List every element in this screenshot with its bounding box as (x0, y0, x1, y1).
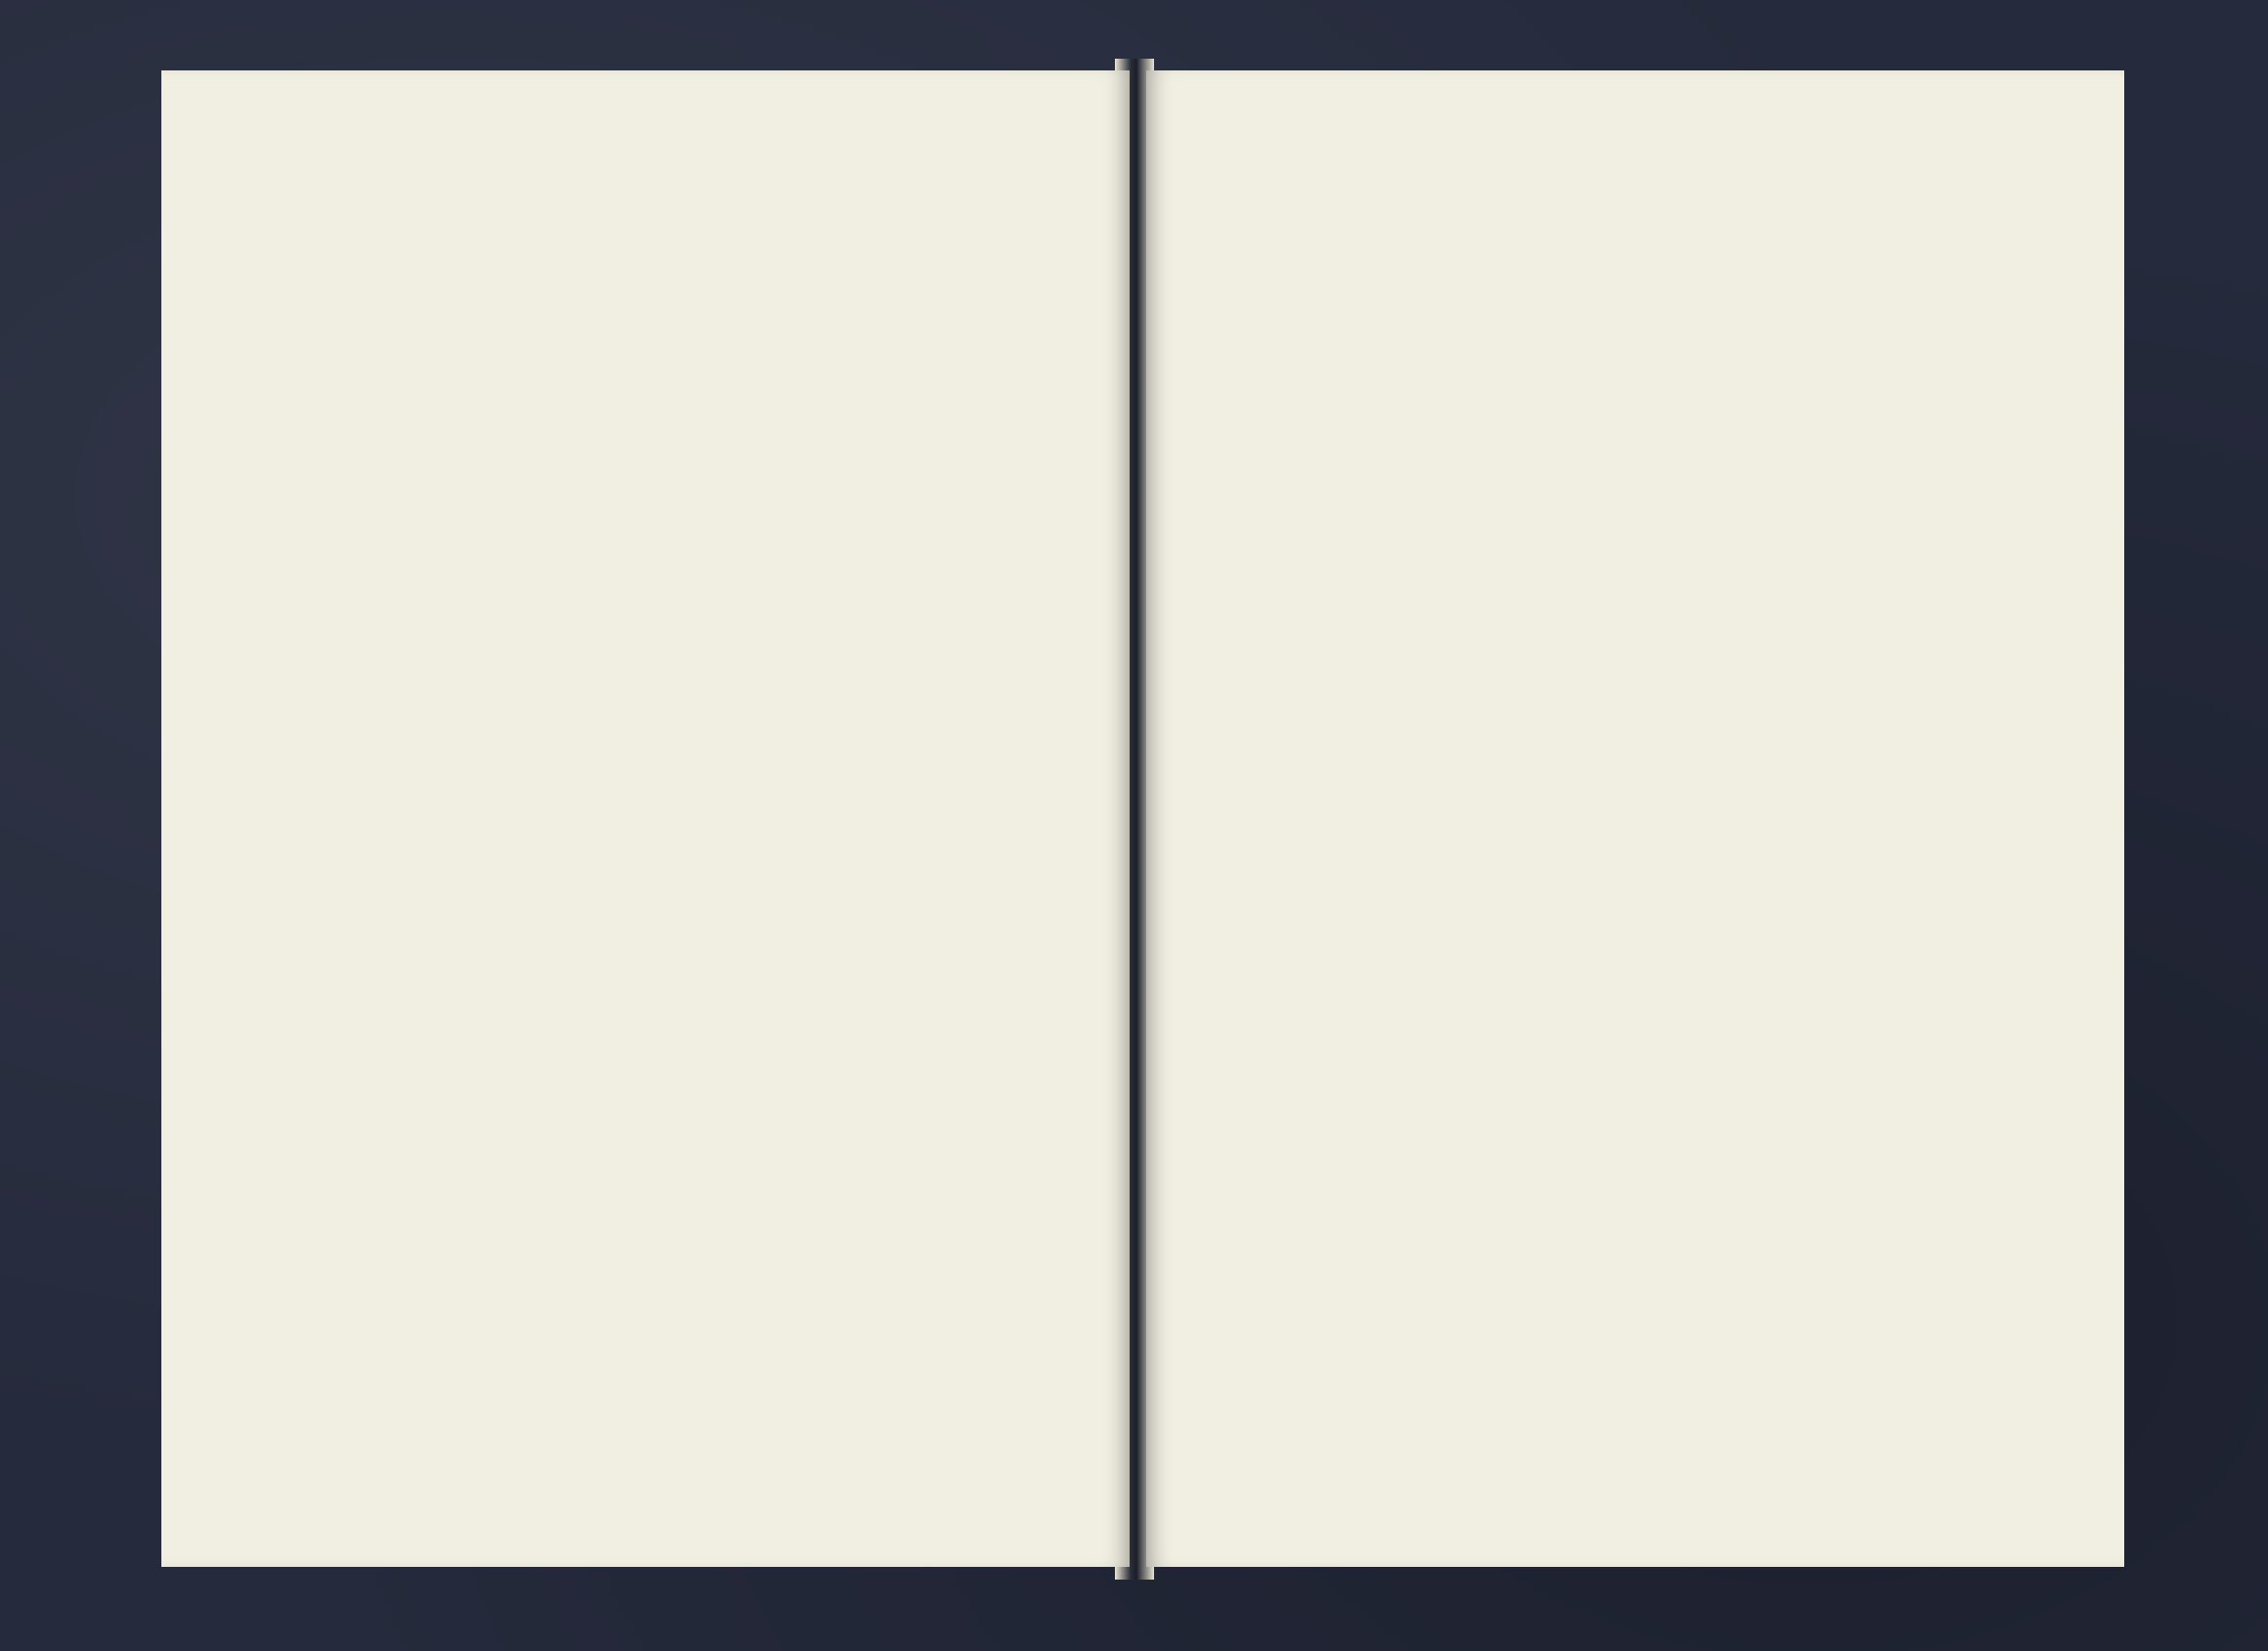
right-page (1146, 70, 2124, 1567)
left-page (161, 70, 1130, 1567)
